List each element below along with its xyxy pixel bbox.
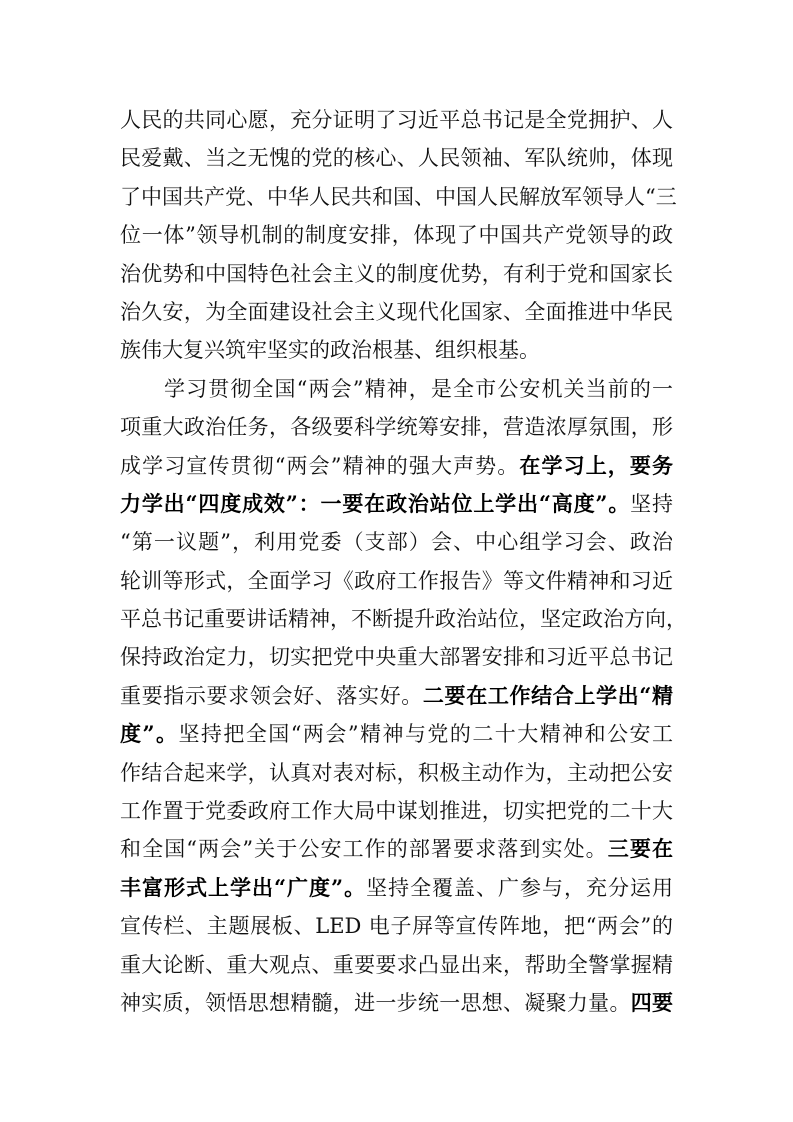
text-line <box>120 562 673 600</box>
text-line <box>120 255 673 293</box>
text-line <box>120 984 673 1022</box>
text-line <box>120 830 673 868</box>
body-text: 作结合起来学，认真对表对标，积极主动作为，主动把公安 <box>120 760 673 785</box>
body-text: “第一议题”，利用党委（支部）会、中心组学习会、政治 <box>120 530 673 555</box>
body-text: 民爱戴、当之无愧的党的核心、人民领袖、军队统帅，体现 <box>120 146 673 171</box>
body-text: 和全国“两会”关于公安工作的部署要求落到实处。 <box>120 837 608 862</box>
body-text: 族伟大复兴筑牢坚实的政治根基、组织根基。 <box>120 338 540 363</box>
text-line <box>120 447 673 485</box>
text-line <box>120 408 673 446</box>
text-line <box>120 139 673 177</box>
body-text: 人民的共同心愿，充分证明了习近平总书记是全党拥护、人 <box>120 108 673 132</box>
body-text: 宣传栏、主题展板、LED 电子屏等宣传阵地，把“两会”的 <box>120 914 673 939</box>
text-line <box>120 754 673 792</box>
text-line <box>120 677 673 715</box>
body-text: 治久安，为全面建设社会主义现代化国家、全面推进中华民 <box>120 299 673 324</box>
body-text: 坚持 <box>630 491 673 516</box>
text-line <box>120 869 673 907</box>
text-line <box>120 485 673 523</box>
text-line <box>120 946 673 984</box>
text-line <box>120 178 677 216</box>
text-line <box>120 600 687 638</box>
document-body <box>120 101 687 1022</box>
body-text: 项重大政治任务，各级要科学统筹安排，营造浓厚氛围，形 <box>120 415 673 440</box>
bold-text: 力学出“四度成效”：一要在政治站位上学出“高度”。 <box>120 490 631 516</box>
body-text: 工作置于党委政府工作大局中谋划推进，切实把党的二十大 <box>120 799 673 824</box>
text-line <box>120 715 673 753</box>
text-line <box>120 216 673 254</box>
body-text: 了中国共产党、中华人民共和国、中国人民解放军领导人“三 <box>120 184 677 209</box>
text-line <box>120 331 673 369</box>
text-line <box>120 907 673 945</box>
bold-text: 四要 <box>630 989 673 1015</box>
body-text: 成学习宣传贯彻“两会”精神的强大声势。 <box>120 453 520 478</box>
body-text: 重要指示要求领会好、落实好。 <box>120 683 423 708</box>
body-text: 治优势和中国特色社会主义的制度优势，有利于党和国家长 <box>120 261 673 286</box>
body-text: 保持政治定力，切实把党中央重大部署安排和习近平总书记 <box>120 645 673 670</box>
bold-text: 二要在工作结合上学出“精 <box>422 682 674 708</box>
text-line <box>120 638 673 676</box>
body-text: 学习贯彻全国“两会”精神，是全市公安机关当前的一 <box>164 376 673 401</box>
body-text: 坚持全覆盖、广参与，充分运用 <box>366 875 673 900</box>
text-line <box>120 293 673 331</box>
body-text: 平总书记重要讲话精神，不断提升政治站位，坚定政治方向， <box>120 607 687 632</box>
body-text: 轮训等形式，全面学习《政府工作报告》等文件精神和习近 <box>120 568 673 593</box>
body-text: 位一体”领导机制的制度安排，体现了中国共产党领导的政 <box>120 223 673 248</box>
body-text: 神实质，领悟思想精髓，进一步统一思想、凝聚力量。 <box>120 990 631 1015</box>
text-line <box>120 101 673 139</box>
bold-text: 度”。 <box>120 721 179 747</box>
text-line <box>120 792 673 830</box>
body-text: 重大论断、重大观点、重要要求凸显出来，帮助全警掌握精 <box>120 952 673 977</box>
text-line <box>120 370 673 408</box>
text-line <box>120 523 673 561</box>
bold-text: 三要在 <box>607 836 673 862</box>
bold-text: 在学习上，要务 <box>519 452 673 478</box>
bold-text: 丰富形式上学出“广度”。 <box>120 874 367 900</box>
body-text: 坚持把全国“两会”精神与党的二十大精神和公安工 <box>178 722 673 747</box>
